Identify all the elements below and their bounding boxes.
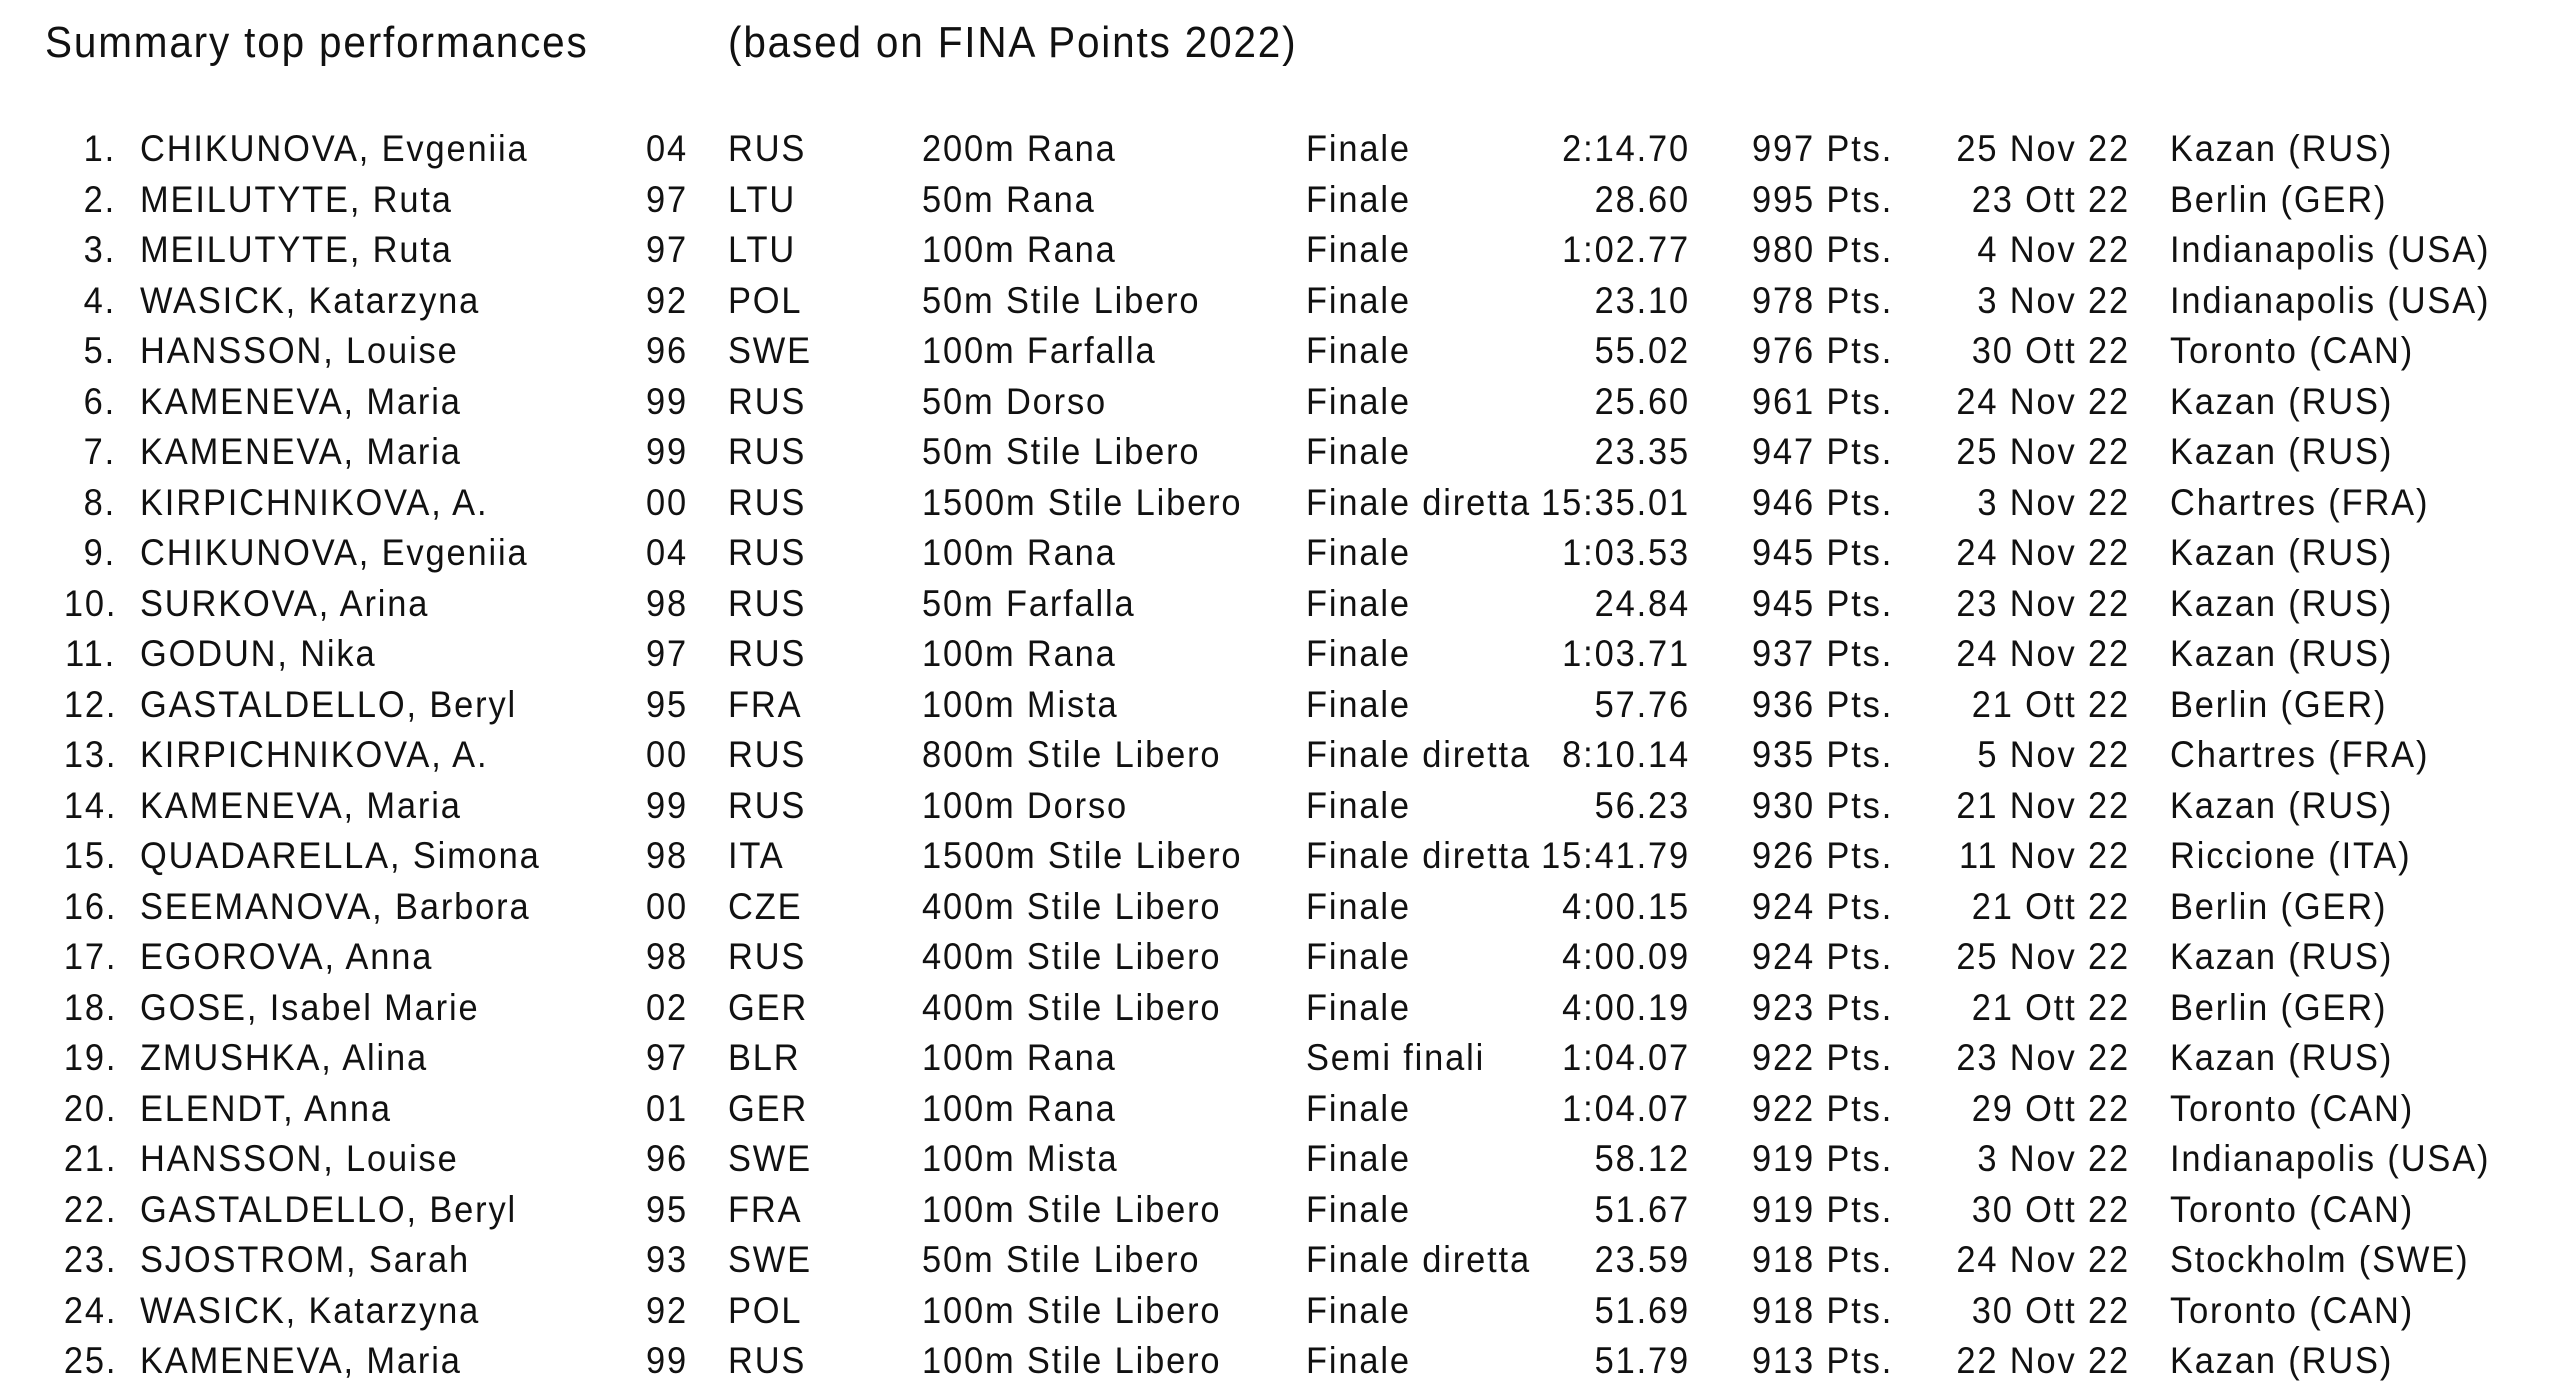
birth-year-cell: 02 — [646, 986, 688, 1028]
athlete-name-cell: GASTALDELLO, Beryl — [140, 1188, 518, 1230]
date-cell: 30 Ott 22 — [1971, 1289, 2130, 1331]
event-cell: 100m Dorso — [922, 784, 1129, 826]
nation-cell: GER — [728, 986, 809, 1028]
place-cell: Kazan (RUS) — [2170, 128, 2394, 169]
date-cell: 24 Nov 22 — [1956, 532, 2130, 573]
nation-cell: ITA — [728, 835, 785, 876]
table-row — [0, 983, 2554, 1034]
page-title: Summary top performances — [45, 18, 589, 67]
time-cell: 2:14.70 — [1562, 128, 1690, 169]
place-cell: Riccione (ITA) — [2170, 835, 2412, 876]
place-cell: Chartres (FRA) — [2170, 734, 2430, 775]
table-row — [0, 831, 2554, 882]
date-cell: 25 Nov 22 — [1956, 936, 2130, 977]
table-row — [0, 1084, 2554, 1135]
athlete-name-cell: GOSE, Isabel Marie — [140, 986, 480, 1028]
event-cell: 100m Rana — [922, 1037, 1117, 1078]
nation-cell: LTU — [728, 178, 797, 220]
rank-cell: 10. — [63, 582, 118, 624]
event-cell: 100m Stile Libero — [922, 1188, 1222, 1230]
rank-cell: 2. — [83, 178, 116, 220]
table-row — [0, 478, 2554, 529]
event-cell: 50m Dorso — [922, 380, 1108, 422]
rank-cell: 21. — [63, 1138, 118, 1179]
birth-year-cell: 96 — [646, 330, 688, 371]
date-cell: 24 Nov 22 — [1956, 380, 2130, 422]
points-cell: 922 Pts. — [1752, 1037, 1894, 1078]
rank-cell: 18. — [63, 986, 118, 1028]
athlete-name-cell: WASICK, Katarzyna — [140, 279, 481, 321]
date-cell: 24 Nov 22 — [1956, 1239, 2130, 1280]
round-label: Finale — [1306, 633, 1411, 674]
athlete-name-cell: HANSSON, Louise — [140, 330, 459, 371]
rank-cell: 25. — [63, 1340, 118, 1381]
points-cell: 935 Pts. — [1752, 734, 1894, 775]
event-cell: 1500m Stile Libero — [922, 835, 1243, 876]
rank-cell: 16. — [63, 885, 118, 927]
date-cell: 21 Nov 22 — [1956, 784, 2130, 826]
athlete-name-cell: WASICK, Katarzyna — [140, 1289, 481, 1331]
points-cell: 937 Pts. — [1752, 633, 1894, 674]
time-cell: 57.76 — [1594, 683, 1690, 725]
date-cell: 21 Ott 22 — [1971, 683, 2130, 725]
time-cell: 55.02 — [1594, 330, 1690, 371]
athlete-name-cell: KAMENEVA, Maria — [140, 1340, 462, 1381]
birth-year-cell: 96 — [646, 1138, 688, 1179]
results-table — [0, 124, 2554, 1387]
event-cell: 100m Farfalla — [922, 330, 1157, 371]
rank-cell: 1. — [83, 128, 116, 169]
rank-cell: 12. — [63, 683, 118, 725]
date-cell: 21 Ott 22 — [1971, 885, 2130, 927]
athlete-name-cell: ELENDT, Anna — [140, 1087, 392, 1129]
points-cell: 919 Pts. — [1752, 1138, 1894, 1179]
date-cell: 3 Nov 22 — [1977, 279, 2130, 321]
rank-cell: 4. — [83, 279, 116, 321]
date-cell: 25 Nov 22 — [1956, 431, 2130, 472]
place-cell: Toronto (CAN) — [2170, 1188, 2415, 1230]
nation-cell: RUS — [728, 734, 807, 775]
time-cell: 51.67 — [1594, 1188, 1690, 1230]
table-row — [0, 781, 2554, 832]
place-cell: Indianapolis (USA) — [2170, 279, 2491, 321]
birth-year-cell: 98 — [646, 936, 688, 977]
event-cell: 1500m Stile Libero — [922, 481, 1243, 523]
event-cell: 400m Stile Libero — [922, 986, 1222, 1028]
round-label: Finale — [1306, 330, 1411, 371]
points-cell: 913 Pts. — [1752, 1340, 1894, 1381]
nation-cell: RUS — [728, 532, 807, 573]
round-label: Finale — [1306, 784, 1411, 826]
table-row — [0, 932, 2554, 983]
rank-cell: 20. — [63, 1087, 118, 1129]
rank-cell: 3. — [83, 229, 116, 270]
points-cell: 919 Pts. — [1752, 1188, 1894, 1230]
birth-year-cell: 95 — [646, 683, 688, 725]
round-label: Finale — [1306, 1340, 1411, 1381]
round-label: Finale — [1306, 885, 1411, 927]
event-cell: 50m Rana — [922, 178, 1096, 220]
event-cell: 50m Stile Libero — [922, 279, 1201, 321]
event-cell: 400m Stile Libero — [922, 885, 1222, 927]
rank-cell: 7. — [83, 431, 116, 472]
table-row — [0, 427, 2554, 478]
birth-year-cell: 01 — [646, 1087, 688, 1129]
nation-cell: RUS — [728, 481, 807, 523]
date-cell: 21 Ott 22 — [1971, 986, 2130, 1028]
date-cell: 3 Nov 22 — [1977, 481, 2130, 523]
round-label: Finale — [1306, 229, 1411, 270]
place-cell: Kazan (RUS) — [2170, 1340, 2394, 1381]
date-cell: 23 Nov 22 — [1956, 582, 2130, 624]
table-row — [0, 124, 2554, 175]
place-cell: Kazan (RUS) — [2170, 532, 2394, 573]
event-cell: 100m Mista — [922, 683, 1119, 725]
time-cell: 4:00.15 — [1562, 885, 1690, 927]
date-cell: 22 Nov 22 — [1956, 1340, 2130, 1381]
place-cell: Indianapolis (USA) — [2170, 1138, 2491, 1179]
event-cell: 50m Stile Libero — [922, 1239, 1201, 1280]
rank-cell: 8. — [83, 481, 116, 523]
round-label: Finale — [1306, 128, 1411, 169]
round-label: Finale — [1306, 582, 1411, 624]
birth-year-cell: 00 — [646, 885, 688, 927]
time-cell: 23.10 — [1594, 279, 1690, 321]
time-cell: 8:10.14 — [1562, 734, 1690, 775]
round-label: Finale — [1306, 1188, 1411, 1230]
place-cell: Toronto (CAN) — [2170, 1289, 2415, 1331]
time-cell: 1:04.07 — [1562, 1087, 1690, 1129]
event-cell: 100m Rana — [922, 1087, 1117, 1129]
nation-cell: SWE — [728, 1138, 812, 1179]
round-label: Finale — [1306, 1289, 1411, 1331]
date-cell: 5 Nov 22 — [1977, 734, 2130, 775]
athlete-name-cell: CHIKUNOVA, Evgeniia — [140, 128, 529, 169]
nation-cell: GER — [728, 1087, 809, 1129]
place-cell: Toronto (CAN) — [2170, 1087, 2415, 1129]
table-row — [0, 326, 2554, 377]
points-cell: 997 Pts. — [1752, 128, 1894, 169]
birth-year-cell: 97 — [646, 178, 688, 220]
nation-cell: RUS — [728, 380, 807, 422]
rank-cell: 6. — [83, 380, 116, 422]
athlete-name-cell: ZMUSHKA, Alina — [140, 1037, 429, 1078]
round-label: Finale — [1306, 1138, 1411, 1179]
event-cell: 200m Rana — [922, 128, 1117, 169]
time-cell: 1:04.07 — [1562, 1037, 1690, 1078]
round-label: Finale diretta — [1306, 835, 1531, 876]
place-cell: Berlin (GER) — [2170, 986, 2388, 1028]
nation-cell: RUS — [728, 633, 807, 674]
time-cell: 23.35 — [1594, 431, 1690, 472]
date-cell: 24 Nov 22 — [1956, 633, 2130, 674]
table-row — [0, 377, 2554, 428]
rank-cell: 11. — [65, 633, 116, 674]
table-row — [0, 680, 2554, 731]
nation-cell: RUS — [728, 128, 807, 169]
place-cell: Chartres (FRA) — [2170, 481, 2430, 523]
page-subtitle: (based on FINA Points 2022) — [728, 18, 1298, 67]
event-cell: 100m Rana — [922, 633, 1117, 674]
event-cell: 100m Rana — [922, 532, 1117, 573]
date-cell: 3 Nov 22 — [1977, 1138, 2130, 1179]
table-row — [0, 1286, 2554, 1337]
place-cell: Kazan (RUS) — [2170, 633, 2394, 674]
nation-cell: RUS — [728, 936, 807, 977]
rank-cell: 13. — [63, 734, 118, 775]
birth-year-cell: 99 — [646, 1340, 688, 1381]
points-cell: 980 Pts. — [1752, 229, 1894, 270]
time-cell: 4:00.09 — [1562, 936, 1690, 977]
round-label: Finale — [1306, 936, 1411, 977]
rank-cell: 24. — [63, 1289, 118, 1331]
time-cell: 56.23 — [1594, 784, 1690, 826]
date-cell: 30 Ott 22 — [1971, 330, 2130, 371]
nation-cell: RUS — [728, 582, 807, 624]
time-cell: 24.84 — [1594, 582, 1690, 624]
place-cell: Kazan (RUS) — [2170, 582, 2394, 624]
points-cell: 924 Pts. — [1752, 885, 1894, 927]
time-cell: 28.60 — [1594, 178, 1690, 220]
time-cell: 15:41.79 — [1541, 835, 1690, 876]
round-label: Finale — [1306, 532, 1411, 573]
date-cell: 4 Nov 22 — [1977, 229, 2130, 270]
round-label: Semi finali — [1306, 1037, 1486, 1078]
birth-year-cell: 04 — [646, 532, 688, 573]
athlete-name-cell: MEILUTYTE, Ruta — [140, 178, 453, 220]
points-cell: 976 Pts. — [1752, 330, 1894, 371]
birth-year-cell: 00 — [646, 734, 688, 775]
date-cell: 11 Nov 22 — [1958, 835, 2130, 876]
birth-year-cell: 98 — [646, 835, 688, 876]
points-cell: 961 Pts. — [1752, 380, 1894, 422]
place-cell: Kazan (RUS) — [2170, 431, 2394, 472]
time-cell: 23.59 — [1594, 1239, 1690, 1280]
place-cell: Berlin (GER) — [2170, 178, 2388, 220]
birth-year-cell: 00 — [646, 481, 688, 523]
points-cell: 936 Pts. — [1752, 683, 1894, 725]
rank-cell: 19. — [63, 1037, 118, 1078]
time-cell: 51.69 — [1594, 1289, 1690, 1331]
table-row — [0, 882, 2554, 933]
birth-year-cell: 04 — [646, 128, 688, 169]
date-cell: 29 Ott 22 — [1971, 1087, 2130, 1129]
nation-cell: CZE — [728, 885, 803, 927]
event-cell: 50m Stile Libero — [922, 431, 1201, 472]
points-cell: 978 Pts. — [1752, 279, 1894, 321]
event-cell: 400m Stile Libero — [922, 936, 1222, 977]
athlete-name-cell: KIRPICHNIKOVA, A. — [140, 481, 489, 523]
athlete-name-cell: SEEMANOVA, Barbora — [140, 885, 531, 927]
birth-year-cell: 92 — [646, 279, 688, 321]
place-cell: Kazan (RUS) — [2170, 784, 2394, 826]
birth-year-cell: 93 — [646, 1239, 688, 1280]
event-cell: 100m Mista — [922, 1138, 1119, 1179]
rank-cell: 9. — [83, 532, 116, 573]
date-cell: 23 Ott 22 — [1971, 178, 2130, 220]
place-cell: Stockholm (SWE) — [2170, 1239, 2470, 1280]
points-cell: 945 Pts. — [1752, 532, 1894, 573]
time-cell: 1:03.71 — [1562, 633, 1690, 674]
table-row — [0, 528, 2554, 579]
points-cell: 924 Pts. — [1752, 936, 1894, 977]
athlete-name-cell: SJOSTROM, Sarah — [140, 1239, 471, 1280]
place-cell: Berlin (GER) — [2170, 683, 2388, 725]
table-row — [0, 1336, 2554, 1387]
points-cell: 918 Pts. — [1752, 1289, 1894, 1331]
event-cell: 50m Farfalla — [922, 582, 1136, 624]
points-cell: 930 Pts. — [1752, 784, 1894, 826]
rank-cell: 15. — [63, 835, 118, 876]
time-cell: 58.12 — [1594, 1138, 1690, 1179]
athlete-name-cell: KIRPICHNIKOVA, A. — [140, 734, 489, 775]
rank-cell: 17. — [63, 936, 118, 977]
athlete-name-cell: QUADARELLA, Simona — [140, 835, 541, 876]
nation-cell: RUS — [728, 784, 807, 826]
time-cell: 1:02.77 — [1562, 229, 1690, 270]
birth-year-cell: 97 — [646, 1037, 688, 1078]
round-label: Finale — [1306, 431, 1411, 472]
round-label: Finale — [1306, 1087, 1411, 1129]
date-cell: 23 Nov 22 — [1956, 1037, 2130, 1078]
points-cell: 995 Pts. — [1752, 178, 1894, 220]
athlete-name-cell: SURKOVA, Arina — [140, 582, 430, 624]
place-cell: Kazan (RUS) — [2170, 1037, 2394, 1078]
date-cell: 30 Ott 22 — [1971, 1188, 2130, 1230]
athlete-name-cell: KAMENEVA, Maria — [140, 380, 462, 422]
birth-year-cell: 99 — [646, 431, 688, 472]
nation-cell: LTU — [728, 229, 797, 270]
birth-year-cell: 97 — [646, 229, 688, 270]
nation-cell: SWE — [728, 330, 812, 371]
athlete-name-cell: CHIKUNOVA, Evgeniia — [140, 532, 529, 573]
table-row — [0, 225, 2554, 276]
table-row — [0, 175, 2554, 226]
table-row — [0, 1033, 2554, 1084]
table-row — [0, 1185, 2554, 1236]
event-cell: 100m Stile Libero — [922, 1340, 1222, 1381]
place-cell: Berlin (GER) — [2170, 885, 2388, 927]
nation-cell: BLR — [728, 1037, 801, 1078]
time-cell: 15:35.01 — [1541, 481, 1690, 523]
birth-year-cell: 98 — [646, 582, 688, 624]
birth-year-cell: 97 — [646, 633, 688, 674]
athlete-name-cell: KAMENEVA, Maria — [140, 431, 462, 472]
athlete-name-cell: KAMENEVA, Maria — [140, 784, 462, 826]
nation-cell: FRA — [728, 1188, 803, 1230]
round-label: Finale — [1306, 279, 1411, 321]
date-cell: 25 Nov 22 — [1956, 128, 2130, 169]
table-row — [0, 629, 2554, 680]
points-cell: 923 Pts. — [1752, 986, 1894, 1028]
round-label: Finale — [1306, 986, 1411, 1028]
birth-year-cell: 99 — [646, 784, 688, 826]
round-label: Finale diretta — [1306, 734, 1531, 775]
nation-cell: FRA — [728, 683, 803, 725]
table-row — [0, 1134, 2554, 1185]
athlete-name-cell: MEILUTYTE, Ruta — [140, 229, 453, 270]
event-cell: 800m Stile Libero — [922, 734, 1222, 775]
round-label: Finale — [1306, 683, 1411, 725]
event-cell: 100m Stile Libero — [922, 1289, 1222, 1331]
round-label: Finale diretta — [1306, 1239, 1531, 1280]
athlete-name-cell: GODUN, Nika — [140, 633, 377, 674]
place-cell: Indianapolis (USA) — [2170, 229, 2491, 270]
athlete-name-cell: GASTALDELLO, Beryl — [140, 683, 518, 725]
birth-year-cell: 92 — [646, 1289, 688, 1331]
points-cell: 918 Pts. — [1752, 1239, 1894, 1280]
table-row — [0, 579, 2554, 630]
points-cell: 926 Pts. — [1752, 835, 1894, 876]
table-row — [0, 276, 2554, 327]
time-cell: 4:00.19 — [1562, 986, 1690, 1028]
round-label: Finale — [1306, 380, 1411, 422]
nation-cell: RUS — [728, 1340, 807, 1381]
rank-cell: 23. — [63, 1239, 118, 1280]
place-cell: Kazan (RUS) — [2170, 380, 2394, 422]
points-cell: 947 Pts. — [1752, 431, 1894, 472]
nation-cell: POL — [728, 1289, 803, 1331]
nation-cell: SWE — [728, 1239, 812, 1280]
points-cell: 922 Pts. — [1752, 1087, 1894, 1129]
place-cell: Kazan (RUS) — [2170, 936, 2394, 977]
event-cell: 100m Rana — [922, 229, 1117, 270]
rank-cell: 5. — [83, 330, 116, 371]
rank-cell: 22. — [63, 1188, 118, 1230]
birth-year-cell: 99 — [646, 380, 688, 422]
table-row — [0, 1235, 2554, 1286]
round-label: Finale — [1306, 178, 1411, 220]
time-cell: 51.79 — [1594, 1340, 1690, 1381]
birth-year-cell: 95 — [646, 1188, 688, 1230]
table-row — [0, 730, 2554, 781]
rank-cell: 14. — [63, 784, 118, 826]
nation-cell: RUS — [728, 431, 807, 472]
time-cell: 1:03.53 — [1562, 532, 1690, 573]
round-label: Finale diretta — [1306, 481, 1531, 523]
points-cell: 945 Pts. — [1752, 582, 1894, 624]
place-cell: Toronto (CAN) — [2170, 330, 2415, 371]
time-cell: 25.60 — [1594, 380, 1690, 422]
athlete-name-cell: HANSSON, Louise — [140, 1138, 459, 1179]
points-cell: 946 Pts. — [1752, 481, 1894, 523]
nation-cell: POL — [728, 279, 803, 321]
athlete-name-cell: EGOROVA, Anna — [140, 936, 434, 977]
